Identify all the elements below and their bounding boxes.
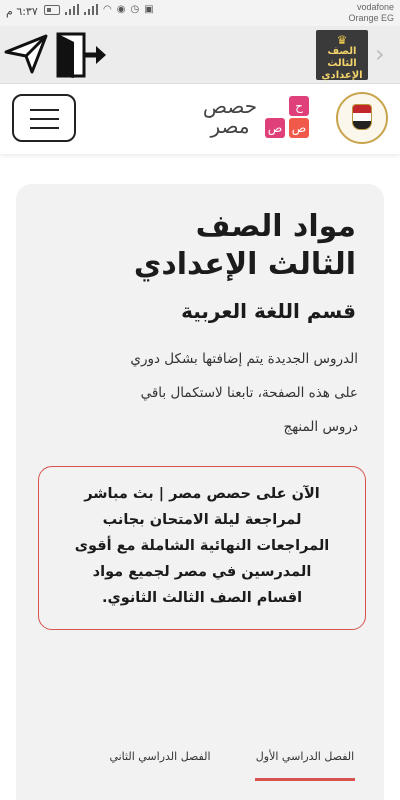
site-header xyxy=(0,84,400,154)
desc-line-1: الدروس الجديدة يتم إضافتها بشكل دوري xyxy=(130,351,358,367)
brand-tile: ص xyxy=(265,118,285,138)
carrier-info xyxy=(348,2,394,24)
menu-line xyxy=(30,109,59,111)
desc-line-3: دروس المنهج xyxy=(283,419,358,435)
brand-line-2: مصر xyxy=(210,114,250,138)
live-notice-box xyxy=(38,466,366,630)
battery-icon xyxy=(44,5,60,15)
brand-tile: ص xyxy=(289,118,309,138)
status-bar xyxy=(0,0,400,26)
semester-tabs xyxy=(0,740,400,780)
eye-icon: ◉ xyxy=(116,4,126,15)
description xyxy=(38,342,358,444)
brand-wordmark[interactable] xyxy=(200,96,260,136)
section-subtitle: قسم اللغة العربية xyxy=(181,299,356,323)
notice-line-4: المدرسين في مصر لجميع مواد xyxy=(92,564,312,580)
notice-line-2: لمراجعة ليلة الامتحان بجانب xyxy=(102,512,302,528)
eagle-icon xyxy=(352,104,372,130)
tab-second-semester[interactable]: الفصل الدراسي الثاني xyxy=(109,750,211,763)
desc-line-2: على هذه الصفحة، تابعنا لاستكمال باقي xyxy=(140,385,358,401)
brand-logo-icon[interactable] xyxy=(265,96,309,140)
title-line-2: الثالث الإعدادي xyxy=(133,247,356,282)
hamburger-menu-button[interactable] xyxy=(12,94,76,142)
title-line-1: مواد الصف xyxy=(195,209,356,244)
crown-icon: ♛ xyxy=(336,33,348,47)
status-time: ٦:٣٧ م xyxy=(6,5,38,18)
carrier-sub: Orange EG xyxy=(348,13,394,23)
subjects-card xyxy=(16,184,384,800)
send-icon[interactable] xyxy=(2,30,50,78)
exit-icon[interactable] xyxy=(54,30,110,80)
active-tab-indicator xyxy=(255,778,355,781)
notice-line-3: المراجعات النهائية الشاملة مع أقوى xyxy=(74,538,330,554)
status-icons xyxy=(44,4,154,15)
menu-line xyxy=(30,118,59,120)
page-title xyxy=(36,208,356,284)
brand-tile: ح xyxy=(289,96,309,116)
chevron-right-icon[interactable]: › xyxy=(375,40,385,68)
brand-line-1: حصص xyxy=(202,94,258,118)
signal-icon xyxy=(84,4,98,15)
notice-line-5: اقسام الصف الثالث الثانوي. xyxy=(101,590,303,606)
banner-line-2: الإعدادي xyxy=(321,70,363,81)
notice-line-1: الآن على حصص مصر | بث مباشر xyxy=(84,486,320,502)
tab-first-semester[interactable]: الفصل الدراسي الأول xyxy=(255,750,355,763)
signal-icon xyxy=(65,4,79,15)
alarm-icon: ◷ xyxy=(130,4,140,15)
grade-logo-banner[interactable] xyxy=(316,30,368,80)
carrier-name: vodafone xyxy=(356,2,394,12)
menu-line xyxy=(30,127,59,129)
ministry-seal-icon xyxy=(336,92,388,144)
notification-icon: ▣ xyxy=(144,4,154,15)
wifi-icon: ◠ xyxy=(103,4,112,15)
banner-line-1: الصف الثالث xyxy=(327,46,357,69)
